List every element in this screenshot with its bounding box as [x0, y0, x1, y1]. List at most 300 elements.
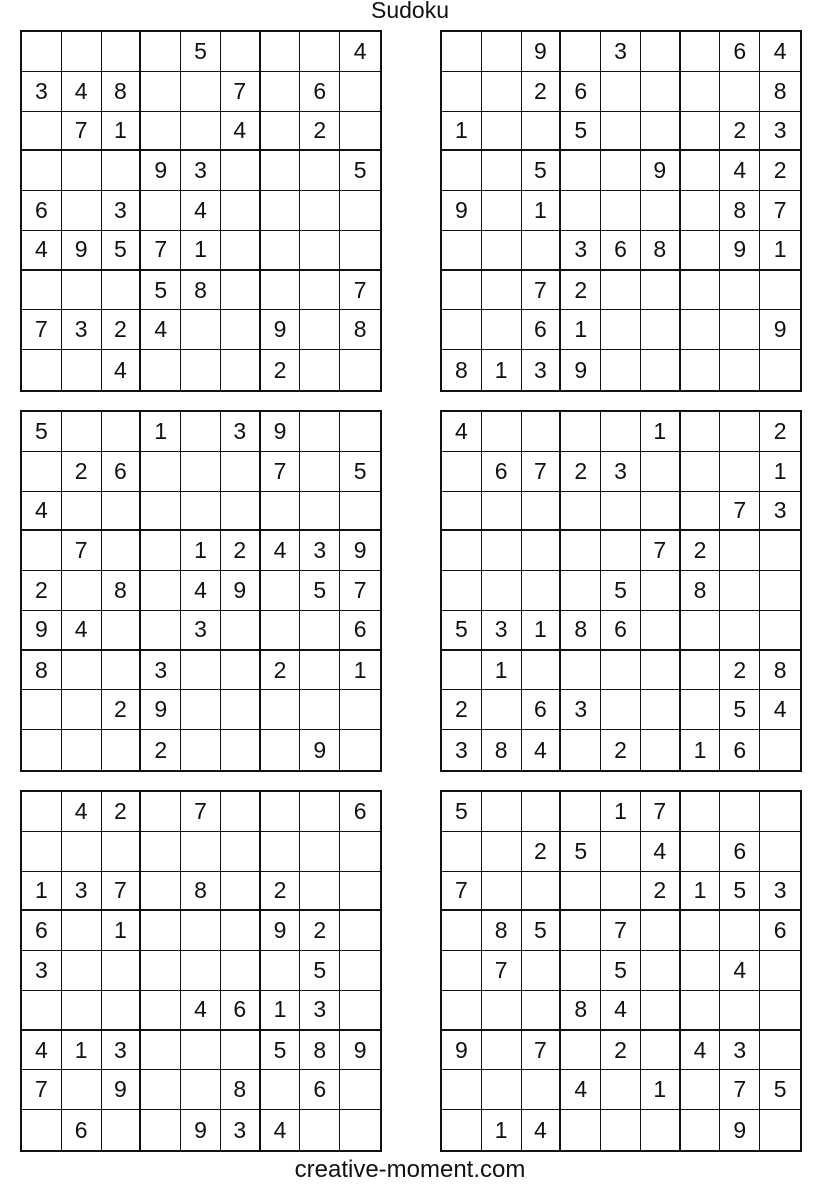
- sudoku-cell: 3: [102, 1031, 142, 1071]
- sudoku-cell: 6: [300, 72, 340, 112]
- sudoku-cell: [221, 730, 261, 770]
- sudoku-cell: [181, 310, 221, 350]
- sudoku-cell: [340, 72, 380, 112]
- sudoku-cell: 5: [340, 452, 380, 492]
- sudoku-cell: 2: [261, 350, 301, 390]
- sudoku-cell: [681, 412, 721, 452]
- sudoku-cell: [340, 231, 380, 271]
- sudoku-cell: 6: [720, 730, 760, 770]
- sudoku-cell: [221, 452, 261, 492]
- sudoku-cell: [102, 32, 142, 72]
- sudoku-cell: [261, 151, 301, 191]
- sudoku-cell: 9: [760, 310, 800, 350]
- sudoku-cell: [181, 412, 221, 452]
- sudoku-cell: 8: [760, 651, 800, 691]
- sudoku-cell: 9: [62, 231, 102, 271]
- sudoku-cell: 5: [601, 571, 641, 611]
- sudoku-cell: [221, 151, 261, 191]
- sudoku-cell: 4: [261, 531, 301, 571]
- sudoku-cell: [442, 571, 482, 611]
- sudoku-cell: 2: [300, 911, 340, 951]
- sudoku-cell: 7: [181, 792, 221, 832]
- sudoku-cell: 9: [261, 310, 301, 350]
- sudoku-cell: [340, 872, 380, 912]
- sudoku-cell: [482, 412, 522, 452]
- sudoku-cell: [62, 492, 102, 532]
- sudoku-cell: [221, 872, 261, 912]
- sudoku-cell: [62, 271, 102, 311]
- sudoku-cell: 2: [641, 872, 681, 912]
- sudoku-cell: [561, 531, 601, 571]
- sudoku-cell: [141, 792, 181, 832]
- sudoku-cell: [221, 271, 261, 311]
- sudoku-cell: [641, 191, 681, 231]
- sudoku-cell: [442, 531, 482, 571]
- sudoku-cell: [102, 611, 142, 651]
- sudoku-cell: [760, 832, 800, 872]
- sudoku-cell: 9: [442, 191, 482, 231]
- sudoku-cell: [261, 32, 301, 72]
- sudoku-cell: 2: [561, 452, 601, 492]
- sudoku-cell: [300, 231, 340, 271]
- sudoku-cell: 3: [62, 310, 102, 350]
- sudoku-cell: 4: [62, 72, 102, 112]
- sudoku-cell: [22, 690, 62, 730]
- sudoku-cell: 8: [681, 571, 721, 611]
- sudoku-cell: 7: [522, 1031, 562, 1071]
- sudoku-cell: [221, 690, 261, 730]
- sudoku-cell: [300, 872, 340, 912]
- sudoku-cell: 3: [561, 690, 601, 730]
- sudoku-cell: [561, 1110, 601, 1150]
- sudoku-cell: [720, 310, 760, 350]
- sudoku-cell: [102, 951, 142, 991]
- sudoku-cell: 3: [601, 452, 641, 492]
- sudoku-cell: [561, 792, 601, 832]
- sudoku-cell: [22, 1110, 62, 1150]
- sudoku-cell: [442, 911, 482, 951]
- sudoku-cell: 9: [641, 151, 681, 191]
- sudoku-cell: [221, 832, 261, 872]
- sudoku-cell: 3: [522, 350, 562, 390]
- sudoku-grid-4: [440, 410, 802, 772]
- sudoku-cell: [522, 492, 562, 532]
- sudoku-grid-2: [440, 30, 802, 392]
- sudoku-cell: [601, 690, 641, 730]
- sudoku-cell: 9: [340, 531, 380, 571]
- sudoku-cell: 2: [681, 531, 721, 571]
- sudoku-cell: [601, 832, 641, 872]
- sudoku-cell: [62, 991, 102, 1031]
- sudoku-cell: 9: [561, 350, 601, 390]
- sudoku-cell: 8: [181, 271, 221, 311]
- sudoku-cell: 4: [720, 151, 760, 191]
- sudoku-cell: [641, 1110, 681, 1150]
- sudoku-cell: [300, 690, 340, 730]
- sudoku-cell: 2: [522, 72, 562, 112]
- sudoku-cell: [720, 452, 760, 492]
- sudoku-cell: [261, 1070, 301, 1110]
- sudoku-cell: 4: [760, 690, 800, 730]
- sudoku-cell: 1: [482, 1110, 522, 1150]
- sudoku-cell: [261, 492, 301, 532]
- sudoku-cell: 8: [482, 911, 522, 951]
- sudoku-cell: 9: [340, 1031, 380, 1071]
- sudoku-cell: [102, 991, 142, 1031]
- sudoku-cell: [681, 191, 721, 231]
- sudoku-cell: [261, 271, 301, 311]
- sudoku-cell: [681, 271, 721, 311]
- sudoku-cell: 3: [22, 72, 62, 112]
- sudoku-cell: 8: [102, 72, 142, 112]
- sudoku-cell: 5: [561, 112, 601, 152]
- sudoku-cell: [601, 72, 641, 112]
- sudoku-cell: [340, 412, 380, 452]
- sudoku-cell: 6: [601, 231, 641, 271]
- sudoku-cell: 5: [102, 231, 142, 271]
- sudoku-cell: 8: [720, 191, 760, 231]
- sudoku-cell: [22, 32, 62, 72]
- sudoku-cell: 4: [442, 412, 482, 452]
- sudoku-cell: [22, 991, 62, 1031]
- footer-site-name: creative-moment.com: [294, 1156, 526, 1183]
- sudoku-cell: [141, 1070, 181, 1110]
- sudoku-cell: 2: [601, 730, 641, 770]
- sudoku-cell: 6: [22, 191, 62, 231]
- sudoku-cell: [561, 571, 601, 611]
- sudoku-cell: [641, 1031, 681, 1071]
- sudoku-cell: 9: [102, 1070, 142, 1110]
- sudoku-cell: 4: [181, 191, 221, 231]
- sudoku-cell: [482, 492, 522, 532]
- sudoku-cell: 1: [22, 872, 62, 912]
- sudoku-cell: 7: [482, 951, 522, 991]
- sudoku-cell: [681, 112, 721, 152]
- sudoku-cell: [221, 32, 261, 72]
- sudoku-cell: 5: [561, 832, 601, 872]
- sudoku-cell: [681, 1070, 721, 1110]
- sudoku-cell: [62, 412, 102, 452]
- sudoku-cell: [340, 690, 380, 730]
- sudoku-cell: [641, 452, 681, 492]
- sudoku-cell: 1: [482, 350, 522, 390]
- sudoku-cell: [482, 571, 522, 611]
- sudoku-cell: 4: [102, 350, 142, 390]
- sudoku-cell: [442, 1110, 482, 1150]
- sudoku-cell: 3: [760, 112, 800, 152]
- sudoku-cell: [601, 350, 641, 390]
- sudoku-cell: 5: [522, 151, 562, 191]
- sudoku-cell: 4: [340, 32, 380, 72]
- sudoku-cell: [62, 832, 102, 872]
- sudoku-grid-1: [20, 30, 382, 392]
- sudoku-cell: 3: [561, 231, 601, 271]
- sudoku-cell: 3: [221, 412, 261, 452]
- sudoku-cell: 2: [601, 1031, 641, 1071]
- sudoku-cell: [340, 991, 380, 1031]
- sudoku-cell: 7: [340, 571, 380, 611]
- sudoku-cell: [221, 611, 261, 651]
- sudoku-cell: 4: [62, 611, 102, 651]
- sudoku-cell: [442, 151, 482, 191]
- sudoku-cell: [62, 350, 102, 390]
- sudoku-cell: 1: [641, 412, 681, 452]
- sudoku-cell: [141, 991, 181, 1031]
- sudoku-cell: 9: [442, 1031, 482, 1071]
- sudoku-cell: [261, 231, 301, 271]
- sudoku-cell: [601, 1110, 641, 1150]
- sudoku-cell: [261, 690, 301, 730]
- sudoku-cell: 9: [22, 611, 62, 651]
- sudoku-cell: [221, 792, 261, 832]
- sudoku-cell: [681, 690, 721, 730]
- sudoku-cell: [141, 951, 181, 991]
- sudoku-cell: 7: [22, 1070, 62, 1110]
- sudoku-cell: 2: [561, 271, 601, 311]
- sudoku-cell: [300, 492, 340, 532]
- sudoku-cell: 1: [482, 651, 522, 691]
- sudoku-cell: 8: [181, 872, 221, 912]
- sudoku-cell: [300, 611, 340, 651]
- sudoku-cell: [681, 32, 721, 72]
- sudoku-cell: 7: [720, 492, 760, 532]
- sudoku-cell: [720, 271, 760, 311]
- sudoku-cell: 3: [181, 611, 221, 651]
- sudoku-cell: [720, 350, 760, 390]
- sudoku-cell: 5: [760, 1070, 800, 1110]
- sudoku-cell: 5: [340, 151, 380, 191]
- sudoku-cell: [261, 730, 301, 770]
- sudoku-cell: [221, 651, 261, 691]
- sudoku-cell: [181, 492, 221, 532]
- sudoku-cell: 6: [300, 1070, 340, 1110]
- sudoku-cell: 5: [720, 872, 760, 912]
- sudoku-cell: [300, 792, 340, 832]
- sudoku-cell: 7: [340, 271, 380, 311]
- sudoku-cell: [62, 690, 102, 730]
- sudoku-cell: [720, 412, 760, 452]
- sudoku-cell: 5: [181, 32, 221, 72]
- sudoku-cell: 3: [482, 611, 522, 651]
- sudoku-cell: [720, 72, 760, 112]
- sudoku-cell: 6: [601, 611, 641, 651]
- sudoku-cell: [601, 492, 641, 532]
- sudoku-cell: [141, 452, 181, 492]
- sudoku-cell: 9: [522, 32, 562, 72]
- sudoku-cell: [22, 112, 62, 152]
- sudoku-cell: [141, 611, 181, 651]
- sudoku-cell: [340, 191, 380, 231]
- sudoku-cell: [561, 1031, 601, 1071]
- sudoku-cell: 6: [522, 690, 562, 730]
- sudoku-cell: [482, 991, 522, 1031]
- sudoku-cell: [482, 1031, 522, 1071]
- sudoku-cell: 1: [181, 531, 221, 571]
- sudoku-cell: 9: [720, 1110, 760, 1150]
- sudoku-cell: [300, 191, 340, 231]
- sudoku-cell: [181, 1031, 221, 1071]
- sudoku-cell: 5: [522, 911, 562, 951]
- sudoku-cell: 7: [62, 531, 102, 571]
- sudoku-cell: 1: [760, 231, 800, 271]
- sudoku-cell: [720, 531, 760, 571]
- sudoku-cell: 6: [62, 1110, 102, 1150]
- sudoku-cell: [340, 492, 380, 532]
- sudoku-cell: 1: [561, 310, 601, 350]
- sudoku-cell: 6: [561, 72, 601, 112]
- sudoku-cell: [601, 271, 641, 311]
- sudoku-cell: 5: [300, 571, 340, 611]
- sudoku-cell: [760, 611, 800, 651]
- sudoku-cell: [442, 991, 482, 1031]
- sudoku-cell: [181, 1070, 221, 1110]
- sudoku-cell: 3: [760, 872, 800, 912]
- sudoku-cell: [261, 832, 301, 872]
- sudoku-cell: 4: [181, 571, 221, 611]
- sudoku-cell: [442, 832, 482, 872]
- sudoku-cell: [681, 231, 721, 271]
- sudoku-cell: [641, 730, 681, 770]
- sudoku-cell: [340, 112, 380, 152]
- sudoku-cell: [181, 951, 221, 991]
- sudoku-cell: 8: [760, 72, 800, 112]
- sudoku-cell: [62, 730, 102, 770]
- sudoku-cell: [641, 32, 681, 72]
- sudoku-cell: [641, 350, 681, 390]
- sudoku-cell: 4: [522, 730, 562, 770]
- sudoku-cell: 4: [62, 792, 102, 832]
- sudoku-cell: [522, 231, 562, 271]
- sudoku-cell: 1: [442, 112, 482, 152]
- sudoku-cell: [601, 531, 641, 571]
- sudoku-cell: 6: [340, 792, 380, 832]
- sudoku-cell: 1: [340, 651, 380, 691]
- sudoku-cell: [760, 991, 800, 1031]
- sudoku-cell: 4: [601, 991, 641, 1031]
- sudoku-cell: [681, 832, 721, 872]
- sudoku-cell: [22, 271, 62, 311]
- sudoku-cell: 8: [561, 991, 601, 1031]
- sudoku-cell: 7: [641, 531, 681, 571]
- sudoku-cell: 1: [102, 112, 142, 152]
- sudoku-cell: 3: [181, 151, 221, 191]
- sudoku-cell: [22, 350, 62, 390]
- sudoku-cell: [641, 651, 681, 691]
- sudoku-cell: 8: [561, 611, 601, 651]
- sudoku-cell: [261, 191, 301, 231]
- sudoku-cell: 4: [181, 991, 221, 1031]
- sudoku-cell: [102, 492, 142, 532]
- sudoku-cell: [141, 492, 181, 532]
- sudoku-cell: [641, 310, 681, 350]
- sudoku-cell: 1: [62, 1031, 102, 1071]
- sudoku-cell: [102, 531, 142, 571]
- sudoku-cell: [561, 911, 601, 951]
- sudoku-cell: [641, 951, 681, 991]
- sudoku-cell: [720, 611, 760, 651]
- sudoku-cell: [141, 531, 181, 571]
- sudoku-cell: [641, 690, 681, 730]
- sudoku-cell: 9: [720, 231, 760, 271]
- sudoku-cell: [482, 271, 522, 311]
- sudoku-cell: [561, 151, 601, 191]
- sudoku-cell: 6: [522, 310, 562, 350]
- sudoku-cell: 3: [720, 1031, 760, 1071]
- sudoku-cell: [62, 32, 102, 72]
- sudoku-cell: [601, 310, 641, 350]
- sudoku-cell: [340, 832, 380, 872]
- sudoku-cell: [181, 730, 221, 770]
- sudoku-cell: [261, 571, 301, 611]
- sudoku-cell: 4: [22, 492, 62, 532]
- sudoku-cell: [340, 1110, 380, 1150]
- sudoku-cell: 5: [141, 271, 181, 311]
- sudoku-cell: 6: [221, 991, 261, 1031]
- sudoku-cell: [561, 412, 601, 452]
- sudoku-cell: [561, 32, 601, 72]
- sudoku-cell: [181, 452, 221, 492]
- sudoku-cell: 9: [261, 412, 301, 452]
- sudoku-cell: [601, 1070, 641, 1110]
- sudoku-cell: [22, 792, 62, 832]
- sudoku-cell: [522, 651, 562, 691]
- sudoku-cell: [681, 350, 721, 390]
- sudoku-cell: [141, 911, 181, 951]
- sudoku-cell: 6: [482, 452, 522, 492]
- sudoku-cell: [261, 792, 301, 832]
- sudoku-cell: [601, 872, 641, 912]
- sudoku-cell: [300, 350, 340, 390]
- sudoku-cell: [141, 832, 181, 872]
- sudoku-cell: 6: [720, 832, 760, 872]
- sudoku-cell: [561, 191, 601, 231]
- sudoku-cell: [181, 690, 221, 730]
- sudoku-cell: [760, 271, 800, 311]
- sudoku-cell: [760, 531, 800, 571]
- sudoku-cell: [482, 1070, 522, 1110]
- sudoku-cell: [221, 191, 261, 231]
- sudoku-cell: 1: [601, 792, 641, 832]
- sudoku-cell: [681, 611, 721, 651]
- sudoku-cell: 7: [601, 911, 641, 951]
- sudoku-cell: 9: [300, 730, 340, 770]
- sudoku-cell: [681, 951, 721, 991]
- sudoku-cell: [300, 151, 340, 191]
- sudoku-cell: 7: [442, 872, 482, 912]
- sudoku-cell: [62, 191, 102, 231]
- sudoku-cell: [181, 72, 221, 112]
- sudoku-cell: [641, 271, 681, 311]
- sudoku-cell: 4: [221, 112, 261, 152]
- sudoku-cell: [261, 951, 301, 991]
- sudoku-cell: 3: [442, 730, 482, 770]
- sudoku-cell: [221, 951, 261, 991]
- page-title: Sudoku: [370, 0, 449, 23]
- sudoku-cell: 7: [522, 271, 562, 311]
- sudoku-cell: [141, 72, 181, 112]
- sudoku-cell: 1: [760, 452, 800, 492]
- sudoku-cell: 5: [261, 1031, 301, 1071]
- sudoku-cell: [442, 72, 482, 112]
- sudoku-cell: 8: [102, 571, 142, 611]
- sudoku-cell: [681, 151, 721, 191]
- sudoku-cell: 2: [102, 310, 142, 350]
- sudoku-cell: 1: [141, 412, 181, 452]
- sudoku-cell: [340, 911, 380, 951]
- sudoku-cell: [522, 571, 562, 611]
- sudoku-cell: [221, 231, 261, 271]
- sudoku-cell: [181, 832, 221, 872]
